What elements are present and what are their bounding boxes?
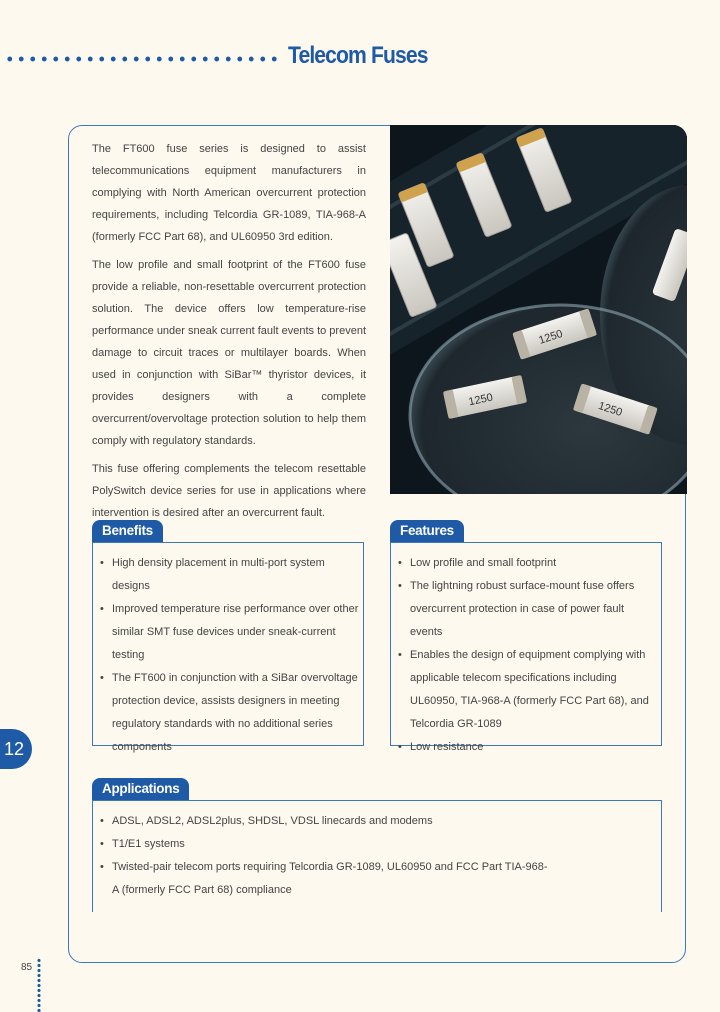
intro-paragraph-1: The FT600 fuse series is designed to assist telecommunications equipment manufacturers in complying with North American overcurrent protection requirements, including Telcordia GR-1089, TIA-968-A (formerly FCC Part 68), and UL60950 3rd edition. — [92, 143, 366, 243]
intro-paragraph-2: The low profile and small footprint of the FT600 fuse provide a reliable, non-resettable overcurrent protection solution. The device offers low temperature-rise performance under sneak current fault events to prevent damage to circuit traces or multilayer boards. When used in conjunction with SiBar™ thyristor devices, it provides designers with a complete overcurrent/overvoltage protection solution to help them comply with regulatory standards. — [92, 259, 366, 447]
product-photo — [390, 125, 687, 494]
list-item: • ADSL, ADSL2, ADSL2plus, SHDSL, VDSL linecards and modems — [93, 810, 661, 833]
list-item: • Low resistance — [391, 736, 655, 759]
list-item: • T1/E1 systems — [93, 833, 661, 856]
applications-tab: Applications — [92, 778, 189, 800]
benefits-list — [93, 552, 363, 759]
list-item: • High density placement in multi-port system designs — [93, 552, 363, 598]
features-tab: Features — [390, 520, 464, 542]
list-item: • Low profile and small footprint — [391, 552, 655, 575]
page-number: 85 — [21, 962, 33, 973]
fuse-marking-1: 1250 — [537, 327, 565, 347]
list-item: • Improved temperature rise performance over other similar SMT fuse devices under sneak-current testing — [93, 598, 363, 667]
benefits-tab: Benefits — [92, 520, 163, 542]
features-list — [391, 552, 661, 759]
applications-list — [93, 810, 661, 902]
intro-text — [92, 138, 366, 530]
benefits-box — [92, 542, 364, 753]
list-item: • The lightning robust surface-mount fuse offers overcurrent protection in case of power fault events — [391, 575, 655, 644]
intro-paragraph-3: This fuse offering complements the telecom resettable PolySwitch device series for use in applications where intervention is desired after an overcurrent fault. — [92, 463, 366, 519]
list-item: • The FT600 in conjunction with a SiBar overvoltage protection device, assists designers in meeting regulatory standards with no additional series components — [93, 667, 363, 759]
fuse-marking-3: 1250 — [596, 399, 624, 419]
fuse-marking-2: 1250 — [467, 391, 494, 409]
list-item: • Enables the design of equipment complying with applicable telecom specifications including UL60950, TIA-968-A (formerly FCC Part 68), and Telcordia GR-1089 — [391, 644, 655, 736]
page-title: Telecom Fuses — [288, 42, 428, 69]
features-box — [390, 542, 662, 753]
fuse-photo-illustration — [390, 125, 687, 494]
header-dotted-rule — [4, 53, 282, 65]
applications-box — [92, 800, 662, 912]
footer-dotted-rule — [37, 958, 41, 1012]
chapter-badge: 12 — [0, 729, 32, 769]
list-item: • Twisted-pair telecom ports requiring Telcordia GR-1089, UL60950 and FCC Part TIA-968-A (formerly FCC Part 68) compliance — [93, 856, 552, 902]
